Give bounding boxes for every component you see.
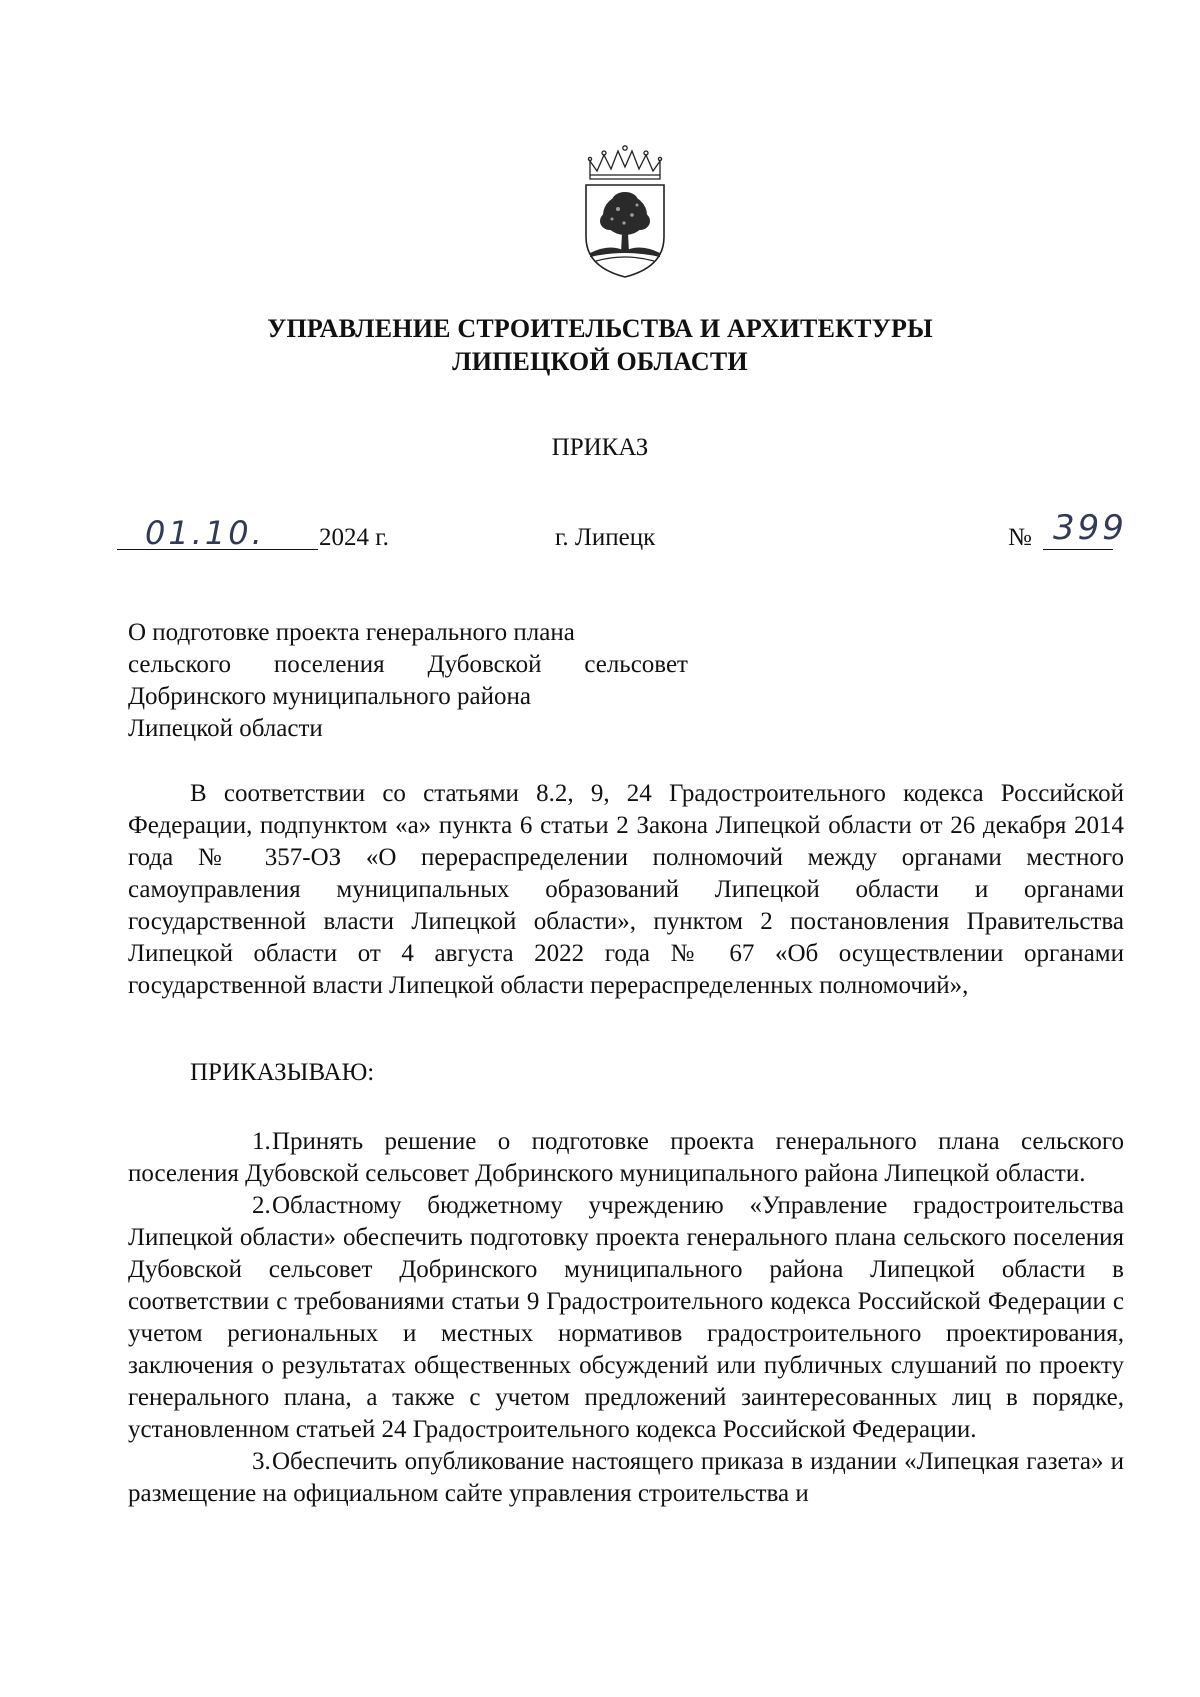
date-field bbox=[117, 514, 318, 554]
number-field bbox=[1043, 508, 1127, 554]
order-item bbox=[128, 1190, 1124, 1446]
handwritten-number: 399 bbox=[1053, 508, 1127, 548]
item-number: 3. bbox=[252, 1448, 271, 1475]
year-text: 2024 г. bbox=[319, 524, 389, 551]
subject-line-1: О подготовке проекта генерального плана bbox=[128, 619, 575, 646]
item-text: Обеспечить опубликование настоящего приказа в издании «Липецкая газета» и размещение на официальном сайте управления строительства и bbox=[128, 1448, 1124, 1507]
organization-title-line-2: ЛИПЕЦКОЙ ОБЛАСТИ bbox=[452, 347, 748, 376]
handwritten-date: 01.10. bbox=[145, 514, 265, 552]
order-item bbox=[128, 1446, 1124, 1510]
lipetsk-coat-of-arms-icon bbox=[580, 145, 670, 280]
item-text: Принять решение о подготовке проекта генерального плана сельского поселения Дубовской сельсовет Добринского муниципального района Липецкой области. bbox=[128, 1128, 1124, 1187]
item-text: Областному бюджетному учреждению «Управление градостроительства Липецкой области» обеспечить подготовку проекта генерального плана сельского поселения Дубовской сельсовет Добринского муниципального района Липецкой области в соответствии с требованиями статьи 9 Градостроительного кодекса Российской Федерации с учетом региональных и местных нормативов градостроительного проектирования, заключения о результатах общественных обсуждений или публичных слушаний по проекту генерального плана, а также с учетом предложений заинтересованных лиц в порядке, установленном статьей 24 Градостроительного кодекса Российской Федерации. bbox=[128, 1192, 1124, 1443]
order-items bbox=[128, 1126, 1124, 1510]
date-underline bbox=[117, 549, 318, 550]
document-subject bbox=[128, 617, 688, 745]
subject-line-2: сельского поселения Дубовской сельсовет bbox=[128, 651, 688, 678]
order-word: ПРИКАЗЫВАЮ: bbox=[190, 1059, 375, 1086]
legal-basis-paragraph: В соответствии со статьями 8.2, 9, 24 Градостроительного кодекса Российской Федерации, подпунктом «а» пункта 6 статьи 2 Закона Липецкой области от 26 декабря 2014 года № 357-ОЗ «О перераспределении полномочий между органами местного самоуправления муниципальных образований Липецкой области и органами государственной власти Липецкой области», пунктом 2 постановления Правительства Липецкой области от 4 августа 2022 года № 67 «Об осуществлении органами государственной власти Липецкой области перераспределенных полномочий», bbox=[128, 780, 1124, 999]
subject-line-4: Липецкой области bbox=[128, 715, 323, 742]
number-label: № bbox=[1008, 524, 1032, 551]
document-type: ПРИКАЗ bbox=[551, 434, 649, 461]
item-number: 2. bbox=[252, 1192, 271, 1219]
item-number: 1. bbox=[252, 1128, 271, 1155]
city-text: г. Липецк bbox=[555, 524, 656, 551]
organization-title-line-1: УПРАВЛЕНИЕ СТРОИТЕЛЬСТВА И АРХИТЕКТУРЫ bbox=[267, 314, 933, 343]
subject-line-3: Добринского муниципального района bbox=[128, 683, 532, 710]
number-underline bbox=[1043, 549, 1113, 550]
order-item bbox=[128, 1126, 1124, 1190]
legal-basis-section bbox=[128, 778, 1124, 1002]
